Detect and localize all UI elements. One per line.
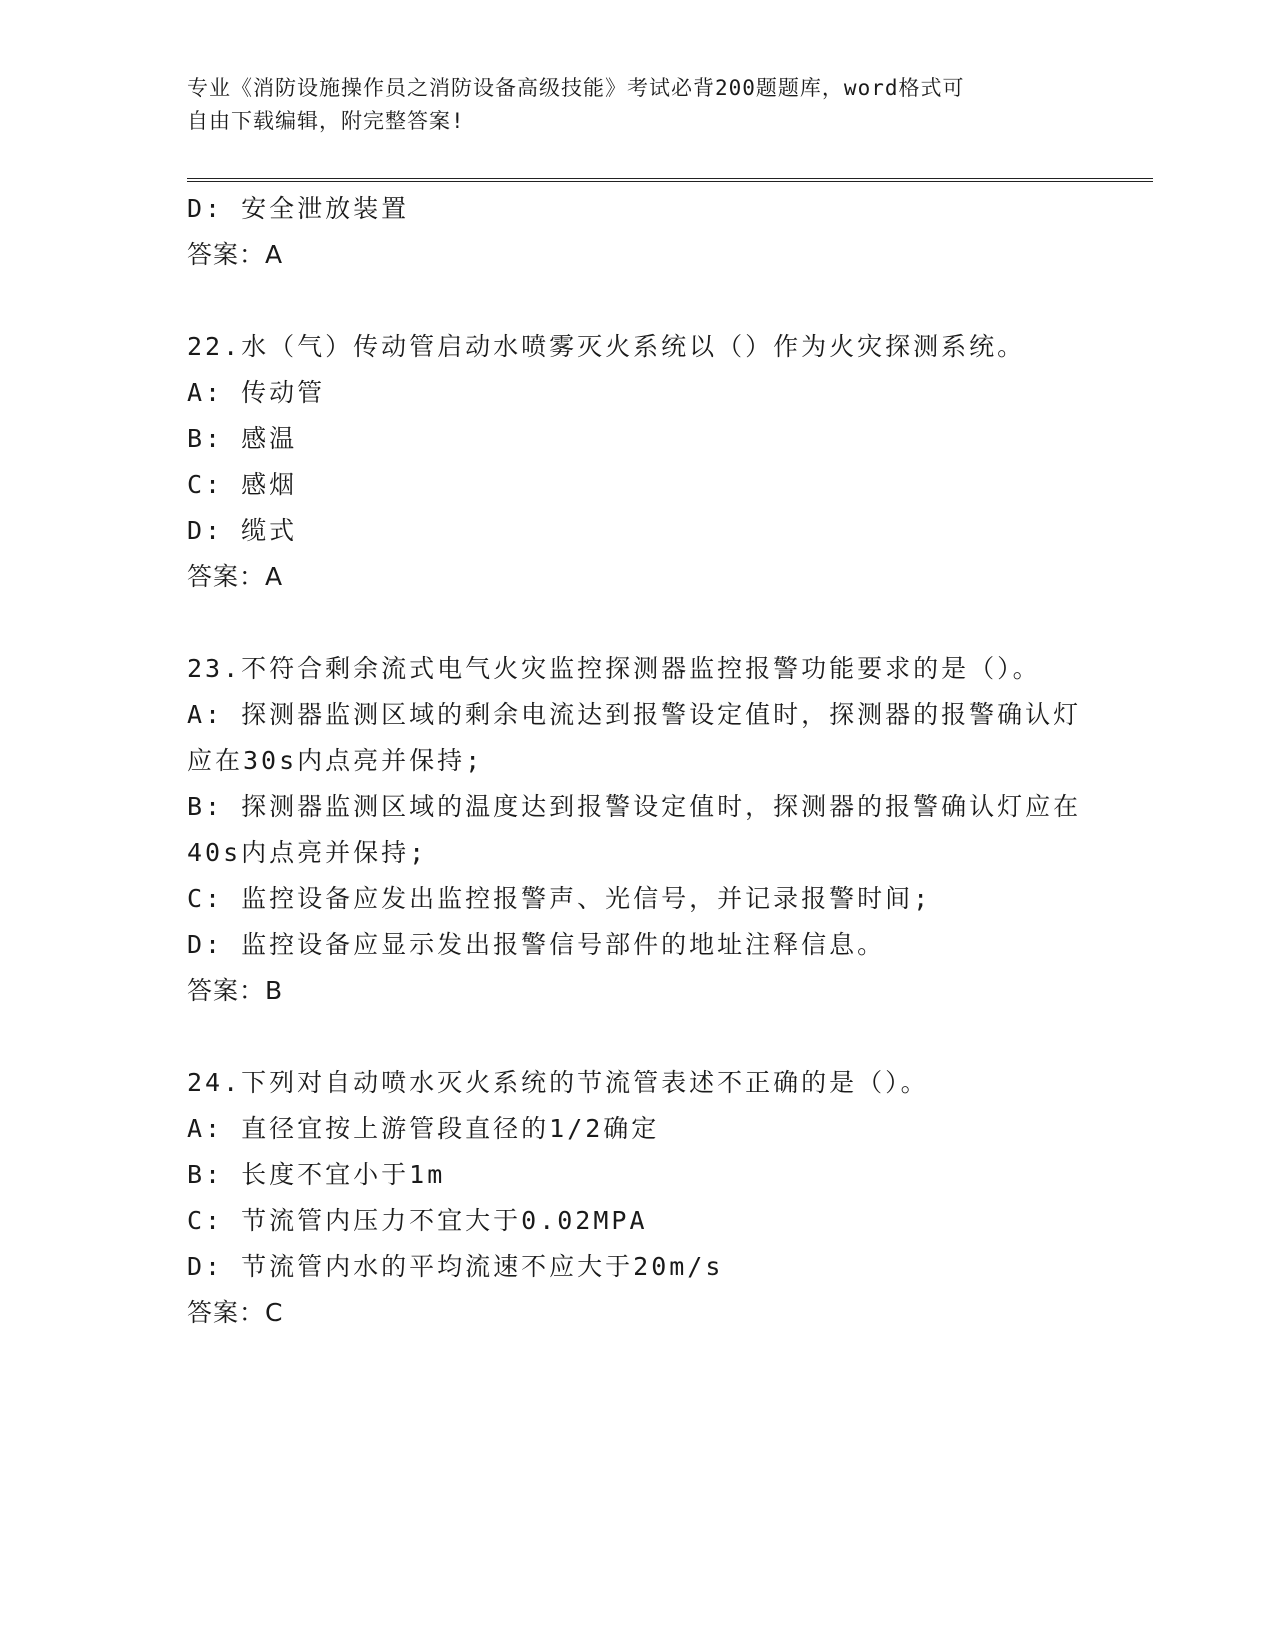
option-d: D: 缆式	[187, 516, 298, 545]
previous-question-tail	[187, 186, 1087, 278]
answer-line: 答案：B	[187, 976, 284, 1005]
option-d: D: 节流管内水的平均流速不应大于20m/s	[187, 1252, 724, 1281]
question-22	[187, 324, 1087, 600]
question-stem: 24.下列对自动喷水灭火系统的节流管表述不正确的是（）。	[187, 1068, 929, 1097]
option-d: D: 安全泄放装置	[187, 194, 410, 223]
question-stem: 23.不符合剩余流式电气火灾监控探测器监控报警功能要求的是（）。	[187, 654, 1041, 683]
option-b: B: 长度不宜小于1m	[187, 1160, 446, 1189]
header-title-line-2: 自由下载编辑，附完整答案!	[187, 109, 465, 133]
header-title-line-1: 专业《消防设施操作员之消防设备高级技能》考试必背200题题库，word格式可	[187, 76, 965, 100]
option-d: D: 监控设备应显示发出报警信号部件的地址注释信息。	[187, 930, 886, 959]
option-a: A: 探测器监测区域的剩余电流达到报警设定值时，探测器的报警确认灯应在30s内点亮并保持;	[187, 700, 1082, 775]
question-23	[187, 646, 1087, 1014]
page-header	[187, 72, 1087, 138]
answer-line: 答案：C	[187, 1298, 284, 1327]
header-divider	[187, 178, 1153, 182]
answer-line: 答案：A	[187, 562, 284, 591]
option-c: C: 感烟	[187, 470, 298, 499]
question-stem: 22.水（气）传动管启动水喷雾灭火系统以（）作为火灾探测系统。	[187, 332, 1026, 361]
option-c: C: 节流管内压力不宜大于0.02MPA	[187, 1206, 648, 1235]
option-b: B: 探测器监测区域的温度达到报警设定值时，探测器的报警确认灯应在40s内点亮并保持;	[187, 792, 1082, 867]
option-a: A: 传动管	[187, 378, 326, 407]
option-c: C: 监控设备应发出监控报警声、光信号，并记录报警时间;	[187, 884, 932, 913]
question-content	[187, 186, 1087, 1336]
answer-line: 答案：A	[187, 240, 284, 269]
question-24	[187, 1060, 1087, 1336]
option-b: B: 感温	[187, 424, 298, 453]
option-a: A: 直径宜按上游管段直径的1/2确定	[187, 1114, 660, 1143]
